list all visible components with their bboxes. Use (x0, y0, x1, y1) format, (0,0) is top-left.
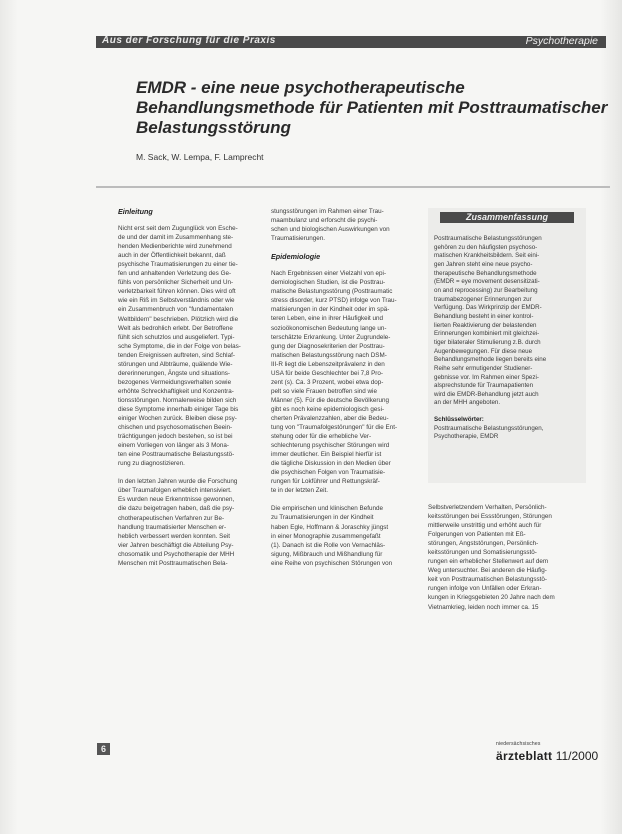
text-line: demiologischen Studien, ist die Posttrau- (271, 279, 386, 287)
text-line: Selbstverletzendem Verhalten, Persönlich- (428, 504, 547, 511)
text-line: Traumatisierungen. (271, 235, 326, 243)
text-line: gebnisse vor. Im Rahmen einer Spezi- (434, 373, 539, 381)
text-line: terschätzte Erkrankung. Unter Zugrundele- (271, 333, 391, 341)
title-line: Belastungsstörung (136, 118, 291, 137)
keywords (434, 425, 582, 442)
text-line: matischen Krankheitsbildern. Seit eini- (434, 252, 540, 260)
text-line: Behandlungsmethode liegen bereits eine (434, 356, 547, 364)
text-line: matischen Belastungsstörung nach DSM- (271, 351, 387, 359)
divider (96, 186, 610, 188)
title-line: Behandlungsmethode für Patienten mit Posttraumatischer (136, 98, 608, 117)
text-line: stungsstörungen im Rahmen einer Trau- (271, 208, 384, 215)
magazine-name: ärzteblatt (496, 749, 553, 763)
text-line: erhöhte Schreckhaftigkeit und Konzentra- (118, 387, 234, 395)
text-line: rungen infolge von Unfällen oder Erkran- (428, 585, 542, 593)
text-line: keitsstörungen und Somatisierungsstö- (428, 549, 537, 557)
summary-body (434, 235, 582, 442)
authors: M. Sack, W. Lempa, F. Lamprecht (136, 152, 264, 162)
text-line: lierten Reaktivierung der belastenden (434, 321, 537, 329)
text-line: die psychischen Folgen von Traumatisie- (271, 469, 386, 477)
text-line: störungen und Albträume, quälende Wie- (118, 360, 233, 368)
text-line: in einer Monographie zusammengefaßt (271, 532, 381, 540)
text-line: wird die EMDR-Behandlung jetzt auch (434, 390, 539, 398)
text-line: tionsstörungen. Normalerweise bilden sich (118, 396, 237, 404)
text-line: tung von "Traumafolgestörungen" für die Ent- (271, 424, 398, 432)
text-line: dererinnerungen, Ängste und situations- (118, 369, 231, 377)
text-line: vier Jahren beschäftigt die Abteilung Psy- (118, 541, 234, 549)
text-line: therapeutische Behandlungsmethode (434, 269, 537, 277)
text-line: teren Leben, eine in ihrer Häufigkeit und (271, 315, 384, 323)
text-line: (1). Danach ist die Rolle von Vernachläs- (271, 541, 386, 549)
text-line: immer deutlicher. Ein Beispiel hierfür ist (271, 451, 382, 459)
text-line: de und der damit im Zusammenhang ste- (118, 234, 234, 242)
text-line: rung zu diagnostizieren. (118, 460, 185, 468)
text-line: maambulanz und erforscht die psychi- (271, 217, 378, 225)
magazine-prefix: niedersächsisches (496, 741, 541, 747)
text-line: Weltbildern" beschrieben. Plötzlich wird die (118, 315, 239, 323)
text-line: über Traumafolgen erheblich intensiviert. (118, 487, 232, 495)
text-line: henden Medienberichte wird zunehmend (118, 243, 232, 251)
text-line: sozioökonomischen Bedeutung lange un- (271, 324, 387, 332)
text-line: Es wurden neue Erkenntnisse gewonnen, (118, 496, 235, 504)
paragraph (271, 207, 421, 243)
text-line: Posttraumatische Belastungsstörungen (434, 235, 542, 242)
text-line: schlechterung psychischer Störungen wird (271, 442, 390, 450)
text-line: chotherapeutischen Verfahren zur Be- (118, 514, 225, 522)
text-line: matisierungen in der Kindheit oder im spä- (271, 306, 390, 314)
text-line: Nicht erst seit dem Zugunglück von Esche- (118, 225, 238, 233)
text-line: Nach Ergebnissen einer Vielzahl von epi- (271, 270, 387, 278)
text-line: pelt so viele Frauen betroffen sind wie (271, 387, 377, 395)
text-line: Reihe sehr ermutigender Studiener- (434, 364, 533, 372)
text-line: sche Symptome, die in der Folge von belas- (118, 342, 241, 350)
text-line: eine Reihe von psychischen Störungen von (271, 559, 393, 567)
text-line: In den letzten Jahren wurde die Forschung (118, 478, 238, 486)
text-line: Posttraumatische Belastungsstörungen, (434, 424, 544, 432)
text-line: schen und biologischen Auswirkungen von (271, 226, 390, 234)
text-line: fühls von persönlicher Sicherheit und Un- (118, 279, 234, 287)
paragraph (271, 269, 421, 495)
paragraph (428, 503, 586, 612)
text-line: on and reprocessing) zur Bearbeitung (434, 286, 538, 294)
text-line: traumabezogener Erinnerungen zur (434, 295, 532, 303)
text-line: heblich verbessert werden konnten. Seit (118, 532, 231, 540)
text-line: Psychotherapie, EMDR (434, 433, 499, 441)
text-line: keitsstörungen bei Essstörungen, Störungen (428, 513, 552, 521)
title-line: EMDR - eine neue psychotherapeutische (136, 78, 465, 97)
text-line: fen und anhaltenden Verletzung des Ge- (118, 270, 232, 278)
summary-box (428, 208, 586, 483)
text-line: gehören zu den häufigsten psychoso- (434, 243, 538, 251)
text-line: matische Belastungsstörung (Posttraumatic (271, 288, 393, 296)
text-line: alsprechstunde für Traumapatienten (434, 382, 534, 390)
text-line: die tägliche Diskussion in den Medien über (271, 460, 391, 468)
text-line: rungen ein erheblicher Stellenwert auf dem (428, 558, 549, 566)
column-2 (271, 207, 421, 568)
text-line: einiger Wochen zurück. Bleiben diese psy- (118, 415, 237, 423)
summary-title: Zusammenfassung (440, 212, 574, 223)
column-3 (428, 503, 586, 612)
text-line: bezogenes Vermeidungsverhalten sowie (118, 378, 232, 386)
text-line: wie ein Riß im Selbstverständnis oder wie (118, 297, 235, 305)
section-banner (96, 36, 606, 48)
issue-number: 11/2000 (555, 749, 599, 763)
text-line: Folgerungen von Patienten mit Eß- (428, 531, 526, 539)
text-line: keit von Posttraumatischen Belastungsstö- (428, 576, 548, 584)
text-line: Menschen mit Posttraumatischen Bela- (118, 559, 228, 567)
text-line: chosomatik und Psychotherapie der MHH (118, 550, 235, 558)
text-line: zent (s). Ca. 3 Prozent, wobei etwa dop- (271, 378, 384, 386)
text-line: chischen und psychosomatischen Beein- (118, 424, 233, 432)
text-line: einem Vorliegen von länger als 3 Mona- (118, 442, 229, 450)
text-line: III-R liegt die Lebenszeitprävalenz in den (271, 360, 385, 368)
text-line: ein Zusammenbruch von "fundamentalen (118, 306, 233, 314)
text-line: Verfügung. Das Wirkprinzip der EMDR- (434, 304, 542, 312)
article-title (136, 78, 606, 138)
text-line: Männer (5). Für die deutsche Bevölkerung (271, 396, 389, 404)
section-heading: Einleitung (118, 207, 153, 216)
section-label: Aus der Forschung für die Praxis (102, 35, 276, 46)
text-line: tenden Ereignissen auftreten, sind Schlaf- (118, 351, 235, 359)
text-line: gen Jahren steht eine neue psycho- (434, 260, 533, 268)
text-line: Die empirischen und klinischen Befunde (271, 505, 384, 513)
magazine-logo (496, 749, 598, 763)
text-line: Behandlung besteht in einer kontrol- (434, 312, 534, 320)
paragraph (434, 235, 582, 408)
text-line: diese Symptome innerhalb einiger Tage bis (118, 405, 239, 413)
text-line: Vietnamkrieg, leiden noch immer ca. 15 (428, 603, 539, 611)
text-line: auch in der Öffentlichkeit bekannt, daß (118, 252, 226, 260)
text-line: sigung, Mißbrauch und Mißhandlung für (271, 550, 383, 558)
text-line: störungen, Angststörungen, Persönlich- (428, 540, 539, 548)
text-line: USA für beide Geschlechter bei 7,8 Pro- (271, 369, 384, 377)
text-line: haben Egle, Hoffmann & Joraschky jüngst (271, 523, 389, 531)
text-line: an der MHH angeboten. (434, 399, 501, 407)
text-line: psychische Traumatisierungen zu einer tie- (118, 261, 238, 269)
text-line: handlung traumatisierter Menschen er- (118, 523, 227, 531)
text-line: trächtigungen jedoch bestehen, so ist bei (118, 433, 233, 441)
text-line: Welt als bedrohlich erlebt. Der Betroffene (118, 324, 233, 332)
text-line: kungen in Kriegsgebieten 20 Jahre nach dem (428, 594, 555, 602)
text-line: gung der Diagnosekriterien der Posttrau- (271, 342, 385, 350)
text-line: Erinnerungen kombiniert mit gleichzei- (434, 330, 540, 338)
text-line: Weg untersuchter. Bei anderen die Häufig- (428, 567, 547, 575)
paragraph (271, 504, 421, 567)
paragraph (118, 477, 264, 567)
text-line: rungen für Lokführer und Rettungskräf- (271, 478, 380, 486)
text-line: verletzbarkeit führen können. Dies wird oft (118, 288, 236, 296)
text-line: te in der letzten Zeit. (271, 487, 329, 495)
text-line: tiger bilateraler Stimulierung z.B. durch (434, 338, 541, 346)
text-line: stress disorder, kurz PTSD) infolge von Trau- (271, 297, 397, 305)
keywords-heading: Schlüsselwörter: (434, 416, 484, 424)
text-line: die dazu beigetragen haben, daß die psy- (118, 505, 235, 513)
column-1 (118, 207, 264, 568)
category-label: Psychotherapie (525, 35, 598, 47)
text-line: fühlt sich schutzlos und ausgeliefert. Typi- (118, 333, 235, 341)
text-line: (EMDR = eye movement desensitizati- (434, 278, 540, 286)
text-line: stehung oder für die erhebliche Ver- (271, 433, 372, 441)
page-number: 6 (97, 743, 110, 755)
paragraph (118, 224, 264, 468)
text-line: cherten Prävalenzzahlen, aber die Bedeu- (271, 414, 389, 422)
text-line: gibt es noch keine epidemiologisch gesi- (271, 405, 385, 413)
text-line: mittlerweile unstrittig und erhöht auch für (428, 522, 542, 530)
text-line: ten eine Posttraumatische Belastungsstö- (118, 451, 235, 459)
text-line: zu Traumatisierungen in der Kindheit (271, 514, 374, 522)
section-heading: Epidemiologie (271, 252, 321, 262)
text-line: Augenbewegungen. Für diese neue (434, 347, 533, 355)
